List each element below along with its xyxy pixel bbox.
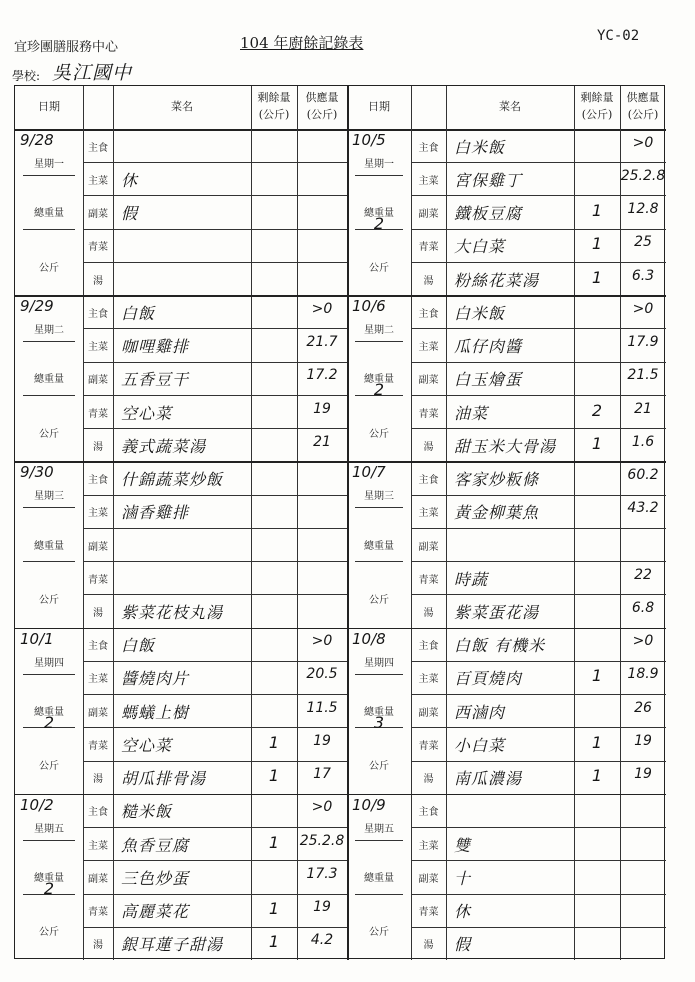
unit-label: 公斤: [369, 262, 389, 274]
slot-veg-label: 青菜: [418, 574, 439, 586]
row-line: [411, 927, 666, 928]
col-header-leftover-line: (公斤): [258, 108, 290, 121]
row-line: [83, 229, 347, 230]
total-underline: [355, 561, 403, 562]
col-header-dish: 菜名: [171, 100, 193, 113]
dish-name: 糙米飯: [121, 802, 173, 822]
date-underline: [355, 674, 403, 675]
row-line: [411, 428, 666, 429]
supply-value: 18.9: [627, 666, 659, 683]
day-total-value: 3: [373, 712, 385, 732]
dish-name: 油菜: [454, 403, 489, 423]
unit-label: 公斤: [39, 428, 59, 440]
leftover-value: 1: [268, 832, 280, 852]
day-weekday: 星期五: [34, 823, 64, 835]
slot-staple-label: 主食: [88, 807, 108, 819]
dish-name: 醬燒肉片: [121, 669, 190, 689]
day-weekday: 星期三: [364, 491, 394, 503]
supply-value: 6.8: [631, 599, 655, 616]
dish-name: 粉絲花菜湯: [454, 270, 540, 290]
total-weight-label: 總重量: [364, 208, 394, 220]
row-line: [83, 428, 347, 429]
row-line: [83, 328, 347, 329]
dish-name: 螞蟻上樹: [121, 702, 190, 722]
day-date: 9/28: [20, 131, 54, 149]
slot-main-label: 主菜: [418, 840, 439, 852]
day-date: 10/2: [20, 795, 54, 814]
row-line: [411, 495, 666, 496]
slot-veg-label: 青菜: [88, 408, 108, 420]
dish-name: 空心菜: [121, 735, 173, 755]
day-weekday: 星期五: [364, 823, 394, 835]
day-weekday: 星期一: [364, 159, 394, 170]
unit-label: 公斤: [369, 428, 389, 440]
day-total-value: 2: [43, 878, 55, 898]
total-weight-label: 總重量: [34, 706, 64, 718]
supply-value: 17.3: [306, 865, 338, 882]
slot-staple-label: 主食: [418, 308, 439, 320]
leftover-value: 1: [591, 433, 603, 453]
slot-main-label: 主菜: [88, 508, 108, 520]
form-code: YC-02: [597, 28, 640, 44]
dish-name: 三色炒蛋: [121, 868, 190, 888]
dish-name: 胡瓜排骨湯: [121, 769, 207, 789]
slot-soup-label: 湯: [423, 940, 434, 952]
supply-value: 25: [634, 234, 652, 251]
slot-main-label: 主菜: [418, 342, 439, 354]
slot-veg-label: 青菜: [88, 907, 108, 919]
date-underline: [23, 674, 75, 675]
row-line: [411, 195, 666, 196]
supply-value: >0: [632, 300, 654, 317]
col-header-supply-line: 供應量: [626, 91, 660, 104]
slot-staple-label: 主食: [88, 641, 108, 653]
total-underline: [23, 561, 75, 562]
supply-value: 21.5: [627, 367, 659, 384]
total-underline: [23, 395, 75, 396]
row-line: [411, 827, 666, 828]
row-line: [83, 927, 347, 928]
dish-name: 甜玉米大骨湯: [454, 436, 557, 456]
day-date: 10/1: [20, 629, 54, 648]
dish-name: 白米飯: [454, 137, 506, 157]
day-date: 10/7: [352, 463, 386, 482]
date-underline: [355, 175, 403, 176]
col-header-supply: [297, 89, 347, 123]
col-header-leftover: [251, 89, 297, 123]
date-underline: [23, 840, 75, 841]
day-date: 10/8: [352, 629, 386, 648]
dish-name: 客家炒粄條: [454, 470, 540, 490]
col-header-date: 日期: [368, 100, 390, 113]
row-line: [411, 528, 666, 529]
slot-soup-label: 湯: [93, 275, 103, 287]
col-header-leftover-line: (公斤): [581, 108, 613, 121]
slot-side-label: 副菜: [88, 873, 108, 885]
supply-value: 17: [313, 766, 331, 783]
supply-value: 1.6: [631, 433, 655, 450]
dish-name: 假: [121, 204, 139, 224]
slot-veg-label: 青菜: [88, 242, 108, 254]
dish-name: 什錦蔬菜炒飯: [121, 470, 224, 490]
dish-name: 西滷肉: [454, 702, 506, 722]
leftover-record-table: [14, 85, 665, 959]
slot-veg-label: 青菜: [418, 740, 439, 752]
row-line: [83, 162, 347, 163]
dish-name: 瓜仔肉醬: [454, 337, 523, 357]
supply-value: 25.2.8: [620, 167, 666, 184]
date-underline: [355, 507, 403, 508]
row-line: [83, 362, 347, 363]
dish-name: 百頁燒肉: [454, 669, 523, 689]
row-line: [83, 894, 347, 895]
slot-main-label: 主菜: [88, 175, 108, 187]
unit-label: 公斤: [39, 927, 59, 939]
total-weight-label: 總重量: [364, 374, 394, 386]
day-date: 10/6: [352, 297, 386, 316]
supply-value: 17.2: [306, 367, 338, 384]
dish-name: 白飯: [121, 636, 156, 656]
dish-name: 紫菜蛋花湯: [454, 602, 540, 622]
col-divider: [113, 86, 114, 960]
row-line: [411, 229, 666, 230]
supply-value: 19: [313, 732, 331, 749]
slot-staple-label: 主食: [88, 142, 108, 154]
row-line: [411, 860, 666, 861]
slot-side-label: 副菜: [418, 375, 439, 387]
leftover-value: 1: [591, 201, 603, 221]
row-line: [83, 727, 347, 728]
dish-name: 時蔬: [454, 569, 489, 589]
supply-value: >0: [311, 300, 333, 317]
total-weight-label: 總重量: [34, 872, 64, 884]
slot-main-label: 主菜: [88, 840, 108, 852]
slot-staple-label: 主食: [88, 308, 108, 320]
slot-side-label: 副菜: [418, 209, 439, 221]
dish-name: 鐵板豆腐: [454, 204, 523, 224]
supply-value: 19: [634, 766, 652, 783]
col-header-supply-line: (公斤): [627, 108, 659, 121]
slot-main-label: 主菜: [88, 342, 108, 354]
slot-staple-label: 主食: [418, 807, 439, 819]
slot-side-label: 副菜: [88, 209, 108, 221]
supply-value: 21: [634, 400, 652, 417]
supply-value: 19: [634, 732, 652, 749]
supply-value: 60.2: [627, 467, 659, 484]
date-underline: [23, 175, 75, 176]
total-weight-label: 總重量: [34, 374, 64, 386]
slot-main-label: 主菜: [418, 674, 439, 686]
dish-name: 南瓜濃湯: [454, 769, 523, 789]
total-weight-label: 總重量: [364, 540, 394, 552]
day-total-value: 2: [373, 214, 385, 234]
col-header-leftover-line: 剩餘量: [580, 91, 614, 104]
unit-label: 公斤: [369, 761, 389, 773]
leftover-value: 1: [268, 932, 280, 952]
slot-veg-label: 青菜: [88, 574, 108, 586]
school-label: 學校:: [12, 69, 41, 83]
total-underline: [23, 229, 75, 230]
leftover-value: 2: [591, 400, 603, 420]
total-weight-label: 總重量: [34, 208, 64, 220]
row-line: [411, 162, 666, 163]
row-line: [411, 661, 666, 662]
row-line: [411, 395, 666, 396]
total-weight-label: 總重量: [34, 540, 64, 552]
unit-label: 公斤: [39, 595, 59, 607]
supply-value: 43.2: [627, 500, 659, 517]
slot-staple-label: 主食: [418, 475, 439, 487]
dish-name: 義式蔬菜湯: [121, 436, 207, 456]
day-weekday: 星期二: [364, 325, 394, 337]
day-date: 9/29: [20, 297, 54, 316]
supply-value: 19: [313, 400, 331, 417]
leftover-value: 1: [591, 766, 603, 786]
slot-soup-label: 湯: [423, 607, 434, 619]
day-date: 9/30: [20, 463, 54, 482]
slot-veg-label: 青菜: [418, 907, 439, 919]
slot-soup-label: 湯: [93, 774, 103, 786]
day-weekday: 星期四: [34, 657, 64, 669]
dish-name: 魚香豆腐: [121, 835, 190, 855]
col-header-supply: [620, 89, 666, 123]
leftover-value: 1: [591, 666, 603, 686]
dish-name: 白米飯: [454, 303, 506, 323]
dish-name: 五香豆干: [121, 370, 190, 390]
dish-name: 雙: [454, 835, 472, 855]
dish-name: 高麗菜花: [121, 902, 190, 922]
slot-soup-label: 湯: [93, 940, 103, 952]
supply-value: 12.8: [627, 201, 659, 218]
supply-value: >0: [632, 633, 654, 650]
col-header-dish: 菜名: [499, 100, 521, 113]
supply-value: 4.2: [310, 932, 334, 949]
leftover-value: 1: [268, 732, 280, 752]
slot-side-label: 副菜: [418, 873, 439, 885]
row-line: [411, 262, 666, 263]
dish-name: 假: [454, 935, 472, 955]
school-value: 吳江國中: [52, 62, 133, 84]
total-weight-label: 總重量: [364, 706, 394, 718]
day-date: 10/9: [352, 795, 386, 814]
total-weight-label: 總重量: [364, 872, 394, 884]
unit-label: 公斤: [39, 262, 59, 274]
dish-name: 白玉燴蛋: [454, 370, 523, 390]
row-line: [411, 362, 666, 363]
row-line: [411, 761, 666, 762]
dish-name: 小白菜: [454, 735, 506, 755]
slot-staple-label: 主食: [418, 641, 439, 653]
row-line: [83, 860, 347, 861]
date-underline: [355, 840, 403, 841]
slot-soup-label: 湯: [423, 774, 434, 786]
col-divider: [297, 86, 298, 960]
leftover-value: 1: [268, 766, 280, 786]
col-divider: [446, 86, 447, 960]
total-underline: [355, 894, 403, 895]
row-line: [83, 528, 347, 529]
day-weekday: 星期四: [364, 657, 394, 669]
slot-staple-label: 主食: [418, 142, 439, 154]
row-line: [83, 395, 347, 396]
col-header-date: 日期: [38, 100, 60, 113]
supply-value: >0: [311, 633, 333, 650]
date-underline: [355, 341, 403, 342]
leftover-value: 1: [591, 234, 603, 254]
dish-name: 咖哩雞排: [121, 337, 190, 357]
supply-value: 17.9: [627, 334, 659, 351]
row-line: [83, 495, 347, 496]
col-divider: [620, 86, 621, 960]
dish-name: 滷香雞排: [121, 503, 190, 523]
leftover-value: 1: [591, 267, 603, 287]
leftover-value: 1: [591, 732, 603, 752]
date-underline: [23, 341, 75, 342]
dish-name: 黃金柳葉魚: [454, 503, 540, 523]
row-line: [411, 328, 666, 329]
date-underline: [23, 507, 75, 508]
day-weekday: 星期二: [34, 325, 64, 337]
row-line: [411, 727, 666, 728]
slot-veg-label: 青菜: [88, 740, 108, 752]
dish-name: 宮保雞丁: [454, 170, 523, 190]
col-header-leftover-line: 剩餘量: [257, 91, 291, 104]
supply-value: 21.7: [306, 334, 338, 351]
supply-value: 20.5: [306, 666, 338, 683]
supply-value: >0: [311, 799, 333, 816]
supply-value: >0: [632, 134, 654, 151]
col-header-leftover: [574, 89, 620, 123]
supply-value: 21: [313, 433, 331, 450]
row-line: [411, 894, 666, 895]
slot-side-label: 副菜: [88, 541, 108, 553]
leftover-value: 1: [268, 899, 280, 919]
dish-name: 休: [121, 170, 139, 190]
dish-name: 休: [454, 902, 472, 922]
dish-name: 白飯 有機米: [454, 636, 546, 656]
slot-soup-label: 湯: [423, 441, 434, 453]
slot-soup-label: 湯: [93, 607, 103, 619]
dish-name: 紫菜花枝丸湯: [121, 602, 224, 622]
slot-side-label: 副菜: [88, 375, 108, 387]
row-line: [83, 827, 347, 828]
row-line: [411, 594, 666, 595]
supply-value: 25.2.8: [299, 832, 345, 849]
slot-main-label: 主菜: [418, 175, 439, 187]
supply-value: 6.3: [631, 267, 655, 284]
col-header-supply-line: (公斤): [306, 108, 338, 121]
dish-name: 空心菜: [121, 403, 173, 423]
slot-soup-label: 湯: [93, 441, 103, 453]
slot-soup-label: 湯: [423, 275, 434, 287]
col-header-supply-line: 供應量: [305, 91, 339, 104]
supply-value: 22: [634, 566, 652, 583]
row-line: [83, 594, 347, 595]
day-date: 10/5: [352, 131, 386, 149]
col-divider: [251, 86, 252, 960]
day-total-value: 2: [43, 712, 55, 732]
unit-label: 公斤: [369, 927, 389, 939]
dish-name: 白飯: [121, 303, 156, 323]
day-total-value: 2: [373, 380, 385, 400]
supply-value: 11.5: [306, 699, 338, 716]
row-line: [83, 262, 347, 263]
unit-label: 公斤: [39, 761, 59, 773]
slot-main-label: 主菜: [418, 508, 439, 520]
day-weekday: 星期三: [34, 491, 64, 503]
supply-value: 19: [313, 899, 331, 916]
row-line: [411, 694, 666, 695]
dish-name: 銀耳蓮子甜湯: [121, 935, 224, 955]
day-weekday: 星期一: [34, 159, 64, 170]
slot-main-label: 主菜: [88, 674, 108, 686]
slot-side-label: 副菜: [418, 707, 439, 719]
slot-veg-label: 青菜: [418, 242, 439, 254]
unit-label: 公斤: [369, 595, 389, 607]
slot-side-label: 副菜: [418, 541, 439, 553]
slot-staple-label: 主食: [88, 475, 108, 487]
row-line: [83, 561, 347, 562]
row-line: [83, 195, 347, 196]
slot-veg-label: 青菜: [418, 408, 439, 420]
dish-name: 十: [454, 868, 472, 888]
dish-name: 大白菜: [454, 237, 506, 257]
row-line: [411, 561, 666, 562]
row-line: [83, 694, 347, 695]
form-title: 104 年廚餘記錄表: [240, 34, 364, 52]
org-name: 宜珍團膳服務中心: [14, 40, 119, 55]
supply-value: 26: [634, 699, 652, 716]
row-line: [83, 761, 347, 762]
row-line: [83, 661, 347, 662]
slot-side-label: 副菜: [88, 707, 108, 719]
